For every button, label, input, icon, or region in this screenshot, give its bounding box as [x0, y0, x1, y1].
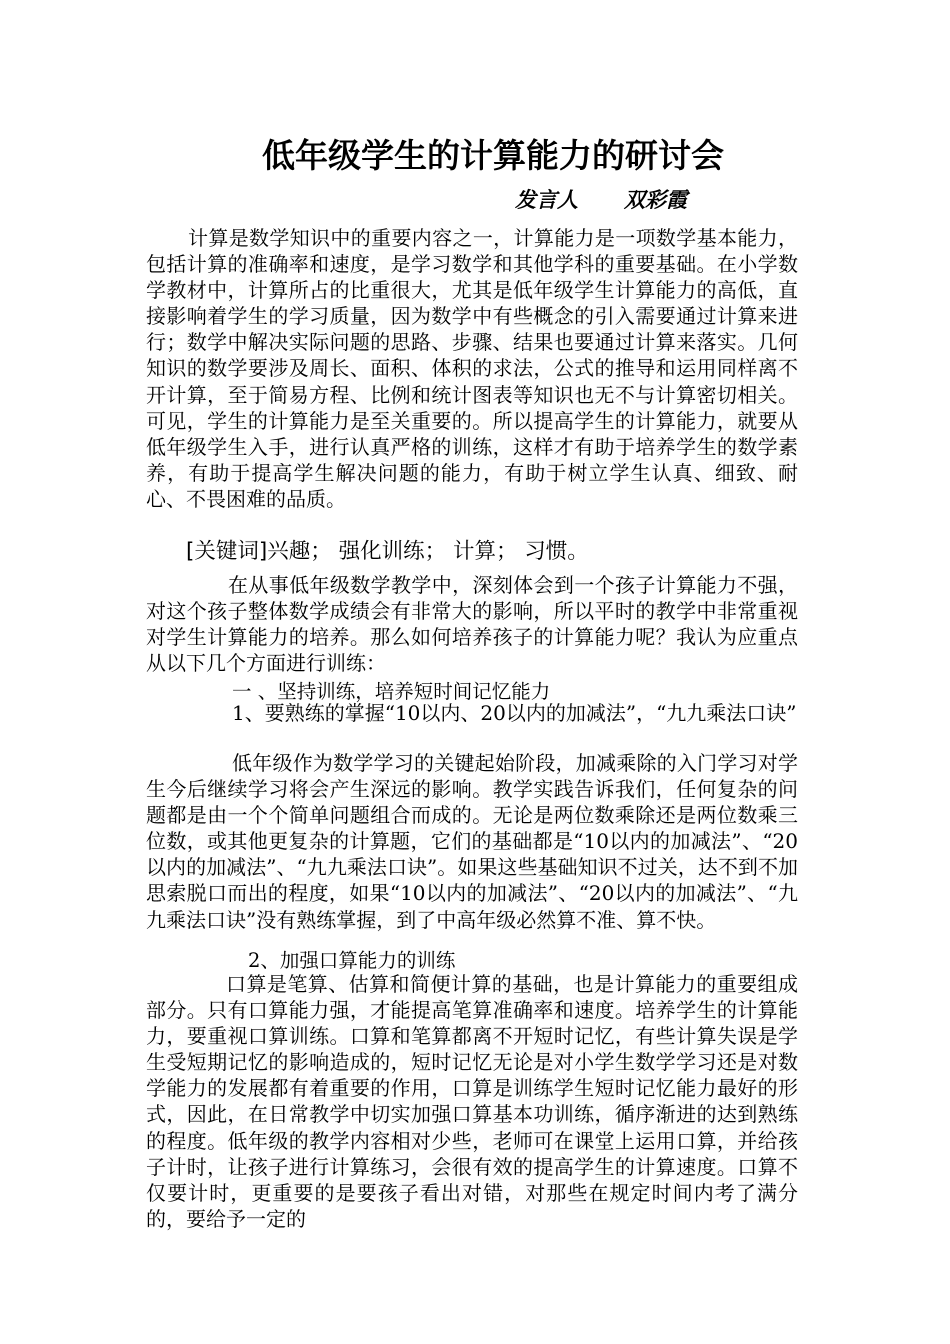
subheading-1: 1、要熟练的掌握“10以内、20以内的加减法”，“九九乘法口诀”	[232, 701, 797, 725]
intro-paragraph: 计算是数学知识中的重要内容之一，计算能力是一项数学基本能力，包括计算的准确率和速度，是学习数学和其他学科的重要基础。在小学数学教材中，计算所占的比重很大，尤其是低年级学生计算能力的高低，直接影响着学生的学习质量，因为数学中有些概念的引入需要通过计算来进行；数学中解决实际问题的思路、步骤、结果也要通过计算来落实。几何知识的数学要涉及周长、面积、体积的求法，公式的推导和运用同样离不开计算，至于简易方程、比例和统计图表等知识也无不与计算密切相关。可见，学生的计算能力是至关重要的。所以提高学生的计算能力，就要从低年级学生入手，进行认真严格的训练，这样才有助于培养学生的数学素养，有助于提高学生解决问题的能力，有助于树立学生认真、细致、耐心、不畏困难的品质。	[146, 226, 798, 511]
section-heading-2: 2、加强口算能力的训练	[248, 949, 456, 972]
speaker-label: 发言人	[515, 187, 578, 212]
body-paragraph-4: 口算是笔算、估算和简便计算的基础，也是计算能力的重要组成部分。只有口算能力强，才能提高笔算准确率和速度。培养学生的计算能力，要重视口算训练。口算和笔算都离不开短时记忆，有些计算失误是学生受短期记忆的影响造成的，短时记忆无论是对小学生数学学习还是对数学能力的发展都有着重要的作用，口算是训练学生短时记忆能力最好的形式，因此，在日常教学中切实加强口算基本功训练，循序渐进的达到熟练的程度。低年级的教学内容相对少些，老师可在课堂上运用口算，并给孩子计时，让孩子进行计算练习，会很有效的提高学生的计算速度。口算不仅要计时，更重要的是要孩子看出对错，对那些在规定时间内考了满分的，要给予一定的	[146, 972, 798, 1231]
document-title: 低年级学生的计算能力的研讨会	[262, 136, 724, 175]
speaker-name: 双彩霞	[624, 187, 687, 212]
keywords-line: [关键词]兴趣； 强化训练； 计算； 习惯。	[186, 539, 589, 564]
body-paragraph-3: 低年级作为数学学习的关键起始阶段，加减乘除的入门学习对学生今后继续学习将会产生深远的影响。教学实践告诉我们，任何复杂的问题都是由一个个简单问题组合而成的。无论是两位数乘除还是两位数乘三位数，或其他更复杂的计算题，它们的基础都是“10以内的加减法”、“20以内的加减法”、“九九乘法口诀”。如果这些基础知识不过关，达不到不加思索脱口而出的程度，如果“10以内的加减法”、“20以内的加减法”、“九九乘法口诀”没有熟练掌握，到了中高年级必然算不准、算不快。	[146, 751, 798, 932]
section-heading-1: 一 、坚持训练，培养短时间记忆能力	[232, 680, 551, 703]
body-paragraph-2: 在从事低年级数学教学中，深刻体会到一个孩子计算能力不强，对这个孩子整体数学成绩会有非常大的影响，所以平时的教学中非常重视对学生计算能力的培养。那么如何培养孩子的计算能力呢？我认为应重点从以下几个方面进行训练：	[146, 573, 798, 676]
speaker-line	[515, 184, 687, 214]
